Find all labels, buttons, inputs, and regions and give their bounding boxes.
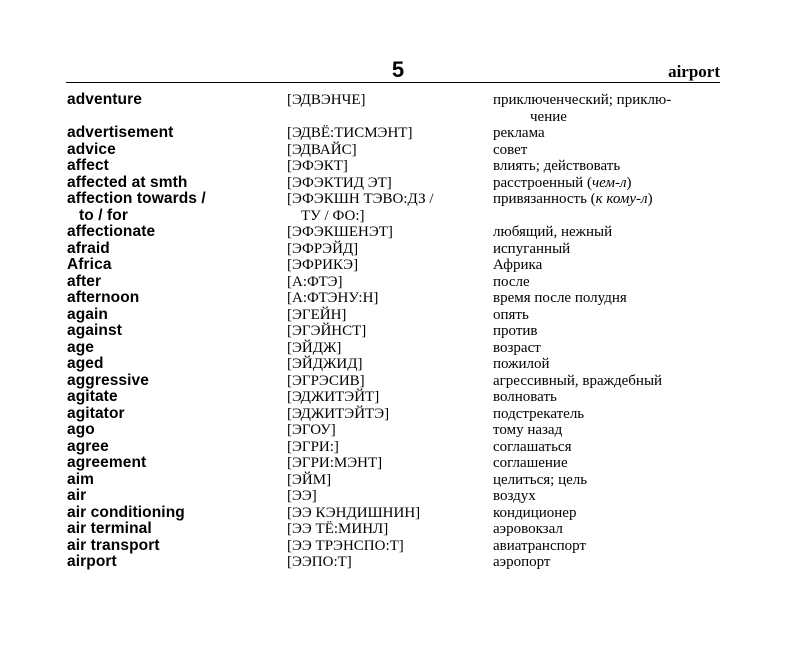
dictionary-entry <box>0 439 800 456</box>
translation-line: соглашение <box>493 455 568 471</box>
translation <box>493 455 723 472</box>
headword <box>67 158 277 175</box>
translation <box>493 290 723 307</box>
dictionary-entry <box>0 290 800 307</box>
headword-line: after <box>67 272 102 290</box>
dictionary-entry <box>0 488 800 505</box>
headword-line: ago <box>67 421 95 438</box>
translation-line: приключенческий; приклю- <box>493 92 672 108</box>
dictionary-entry <box>0 389 800 406</box>
dictionary-entry <box>0 472 800 489</box>
pronunciation <box>287 521 487 538</box>
translation <box>493 439 723 456</box>
headword <box>67 389 277 406</box>
translation <box>493 307 723 324</box>
translation-line: чение <box>530 108 567 125</box>
pronunciation-line: [ЭЭ ТЁ:МИНЛ] <box>287 521 389 537</box>
pronunciation-line: [А:ФТЭНУ:Н] <box>287 290 379 306</box>
dictionary-entry <box>0 406 800 423</box>
translation <box>493 323 723 340</box>
translation <box>493 389 723 406</box>
translation-line: пожилой <box>493 356 550 372</box>
headword-line: affected at smth <box>67 173 188 191</box>
pronunciation-line: [ЭФЭКТИД ЭТ] <box>287 174 392 191</box>
pronunciation <box>287 356 487 373</box>
translation-line: совет <box>493 141 528 158</box>
headword <box>67 340 277 357</box>
dictionary-entry <box>0 142 800 159</box>
dictionary-entry <box>0 257 800 274</box>
translation <box>493 340 723 357</box>
pronunciation-line: [ЭЙДЖ] <box>287 339 342 356</box>
headword <box>67 488 277 505</box>
translation-line <box>493 175 723 192</box>
dictionary-entry <box>0 554 800 571</box>
translation <box>493 373 723 390</box>
headword-line: affect <box>67 157 109 174</box>
translation <box>493 538 723 555</box>
translation <box>493 356 723 373</box>
dictionary-entry <box>0 307 800 324</box>
pronunciation-line: [ЭГРИ:МЭНТ] <box>287 455 383 471</box>
pronunciation <box>287 389 487 406</box>
pronunciation <box>287 175 487 192</box>
pronunciation-line: [ЭЭПО:Т] <box>287 554 352 570</box>
translation-line: тому назад <box>493 422 563 438</box>
pronunciation-line: [ЭФРИКЭ] <box>287 257 359 273</box>
pronunciation-line: [ЭДЖИТЭЙТ] <box>287 389 380 405</box>
pronunciation <box>287 158 487 175</box>
dictionary-entry <box>0 340 800 357</box>
pronunciation-line: ТУ / ФО:] <box>301 207 365 224</box>
pronunciation <box>287 406 487 423</box>
headword <box>67 538 277 555</box>
page-number: 5 <box>391 57 405 82</box>
dictionary-entry <box>0 224 800 241</box>
pronunciation-line: [ЭГРИ:] <box>287 438 339 455</box>
headword <box>67 257 277 274</box>
pronunciation <box>287 323 487 340</box>
translation-line: подстрекатель <box>493 405 585 422</box>
headword <box>67 373 277 390</box>
dictionary-entry <box>0 455 800 472</box>
headword <box>67 406 277 423</box>
pronunciation-line: [ЭДВЁ:ТИСМЭНТ] <box>287 125 413 141</box>
translation-line: соглашаться <box>493 438 572 455</box>
headword <box>67 554 277 571</box>
headword <box>67 241 277 258</box>
pronunciation <box>287 290 487 307</box>
dictionary-entry <box>0 373 800 390</box>
translation-line <box>493 191 723 208</box>
pronunciation <box>287 538 487 555</box>
dictionary-entry <box>0 175 800 192</box>
headword-line: affection towards / <box>67 190 206 207</box>
headword-line: aggressive <box>67 371 149 389</box>
headword-line: advice <box>67 140 116 158</box>
headword-line: aim <box>67 470 95 488</box>
translation-line: возраст <box>493 339 541 356</box>
headword-line: advertisement <box>67 124 174 141</box>
pronunciation <box>287 241 487 258</box>
pronunciation-line: [ЭГРЭСИВ] <box>287 372 365 389</box>
headword-line: age <box>67 338 95 356</box>
dictionary-entry <box>0 505 800 522</box>
translation <box>493 274 723 291</box>
translation <box>493 472 723 489</box>
translation-line: против <box>493 323 538 339</box>
dictionary-entry <box>0 274 800 291</box>
translation-line: время после полудня <box>493 290 627 306</box>
translation-line: кондиционер <box>493 504 577 521</box>
headword-line: agree <box>67 437 109 455</box>
headword-line: again <box>67 305 108 323</box>
translation-line: авиатранспорт <box>493 537 587 554</box>
headword <box>67 356 277 373</box>
headword <box>67 521 277 538</box>
header-rule <box>66 82 720 83</box>
pronunciation-line: [ЭЙДЖИД] <box>287 356 363 372</box>
headword-line: afternoon <box>67 289 140 306</box>
translation-line: после <box>493 273 530 290</box>
headword-line: adventure <box>67 91 142 108</box>
pronunciation <box>287 274 487 291</box>
pronunciation <box>287 340 487 357</box>
pronunciation <box>287 191 487 224</box>
headword <box>67 175 277 192</box>
pronunciation <box>287 125 487 142</box>
headword-line: afraid <box>67 239 110 257</box>
headword-line: air terminal <box>67 520 152 537</box>
translation <box>493 406 723 423</box>
pronunciation <box>287 92 487 109</box>
translation-note: чем-л <box>591 174 627 191</box>
translation-line: влиять; действовать <box>493 158 621 174</box>
translation-line: реклама <box>493 125 545 141</box>
translation-line: агрессивный, враждебный <box>493 372 663 389</box>
translation-line: целиться; цель <box>493 471 588 488</box>
dictionary-entry <box>0 323 800 340</box>
dictionary-entry <box>0 241 800 258</box>
pronunciation-line: [ЭГЕЙН] <box>287 306 347 323</box>
headword <box>67 191 277 224</box>
pronunciation-line: [ЭДВАЙС] <box>287 141 357 158</box>
headword <box>67 323 277 340</box>
dictionary-entry <box>0 92 800 125</box>
headword-line: to / for <box>79 206 129 224</box>
dictionary-entry <box>0 538 800 555</box>
translation-line: опять <box>493 306 529 323</box>
headword <box>67 439 277 456</box>
translation <box>493 554 723 571</box>
pronunciation <box>287 257 487 274</box>
translation-line: любящий, нежный <box>493 224 613 240</box>
translation <box>493 422 723 439</box>
translation-text-end: ) <box>647 191 653 207</box>
headword <box>67 307 277 324</box>
dictionary-entry <box>0 125 800 142</box>
translation-text: привязанность ( <box>493 191 596 207</box>
pronunciation-line: [ЭФЭКШЕНЭТ] <box>287 224 393 240</box>
headword <box>67 290 277 307</box>
translation <box>493 224 723 241</box>
pronunciation <box>287 142 487 159</box>
translation <box>493 521 723 538</box>
headword-line: agitate <box>67 388 118 405</box>
headword <box>67 274 277 291</box>
translation-line: аэропорт <box>493 554 551 570</box>
pronunciation-line: [ЭЭ ТРЭНСПО:Т] <box>287 537 404 554</box>
pronunciation <box>287 472 487 489</box>
pronunciation <box>287 554 487 571</box>
pronunciation-line: [А:ФТЭ] <box>287 273 343 290</box>
pronunciation-line: [ЭЙМ] <box>287 471 332 488</box>
pronunciation-line: [ЭФЭКШН ТЭВО:ДЗ / <box>287 191 434 207</box>
headword <box>67 92 277 109</box>
translation-line: волновать <box>493 389 557 405</box>
headword-line: air transport <box>67 536 160 554</box>
translation <box>493 505 723 522</box>
pronunciation <box>287 488 487 505</box>
translation-text-end: ) <box>626 174 632 191</box>
translation-line: Африка <box>493 257 543 273</box>
dictionary-entry <box>0 422 800 439</box>
pronunciation <box>287 373 487 390</box>
headword-line: affectionate <box>67 223 156 240</box>
headword-line: agitator <box>67 404 125 422</box>
pronunciation <box>287 439 487 456</box>
pronunciation-line: [ЭДЖИТЭЙТЭ] <box>287 405 390 422</box>
headword-line: Africa <box>67 256 112 273</box>
headword <box>67 455 277 472</box>
pronunciation <box>287 307 487 324</box>
headword-line: aged <box>67 355 104 372</box>
dictionary-entry <box>0 191 800 224</box>
headword <box>67 472 277 489</box>
translation <box>493 92 723 125</box>
translation-line: испуганный <box>493 240 571 257</box>
pronunciation <box>287 455 487 472</box>
pronunciation <box>287 224 487 241</box>
translation <box>493 257 723 274</box>
headword <box>67 142 277 159</box>
dictionary-entry <box>0 158 800 175</box>
dictionary-entry <box>0 356 800 373</box>
headword-line: air conditioning <box>67 503 185 521</box>
translation-text: расстроенный ( <box>493 174 592 191</box>
pronunciation-line: [ЭЭ] <box>287 488 317 504</box>
translation-line: аэровокзал <box>493 521 563 537</box>
translation-note: к кому-л <box>595 191 648 207</box>
headword <box>67 224 277 241</box>
translation <box>493 488 723 505</box>
translation <box>493 175 723 192</box>
headword-line: against <box>67 322 122 339</box>
headword <box>67 125 277 142</box>
pronunciation <box>287 422 487 439</box>
pronunciation-line: [ЭГЭЙНСТ] <box>287 323 367 339</box>
pronunciation-line: [ЭФРЭЙД] <box>287 240 359 257</box>
translation <box>493 241 723 258</box>
pronunciation <box>287 505 487 522</box>
pronunciation-line: [ЭГОУ] <box>287 422 336 438</box>
pronunciation-line: [ЭФЭКТ] <box>287 158 348 174</box>
translation-line: воздух <box>493 488 536 504</box>
headword <box>67 422 277 439</box>
headword-line: agreement <box>67 454 147 471</box>
headword <box>67 505 277 522</box>
guide-word: airport <box>668 62 720 81</box>
headword-line: air <box>67 487 87 504</box>
headword-line: airport <box>67 553 117 570</box>
translation <box>493 158 723 175</box>
translation <box>493 125 723 142</box>
translation <box>493 191 723 208</box>
dictionary-entry <box>0 521 800 538</box>
translation <box>493 142 723 159</box>
pronunciation-line: [ЭДВЭНЧЕ] <box>287 92 366 108</box>
pronunciation-line: [ЭЭ КЭНДИШНИН] <box>287 504 421 521</box>
